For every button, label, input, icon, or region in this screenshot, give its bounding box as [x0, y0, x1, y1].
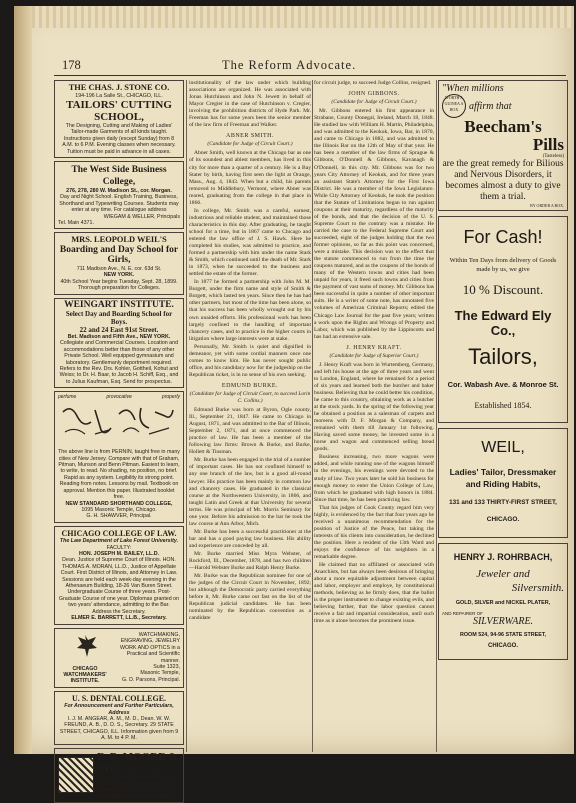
- guinea-seal-icon: WORTH A GUINEA A BOX: [442, 94, 466, 118]
- page-number: 178: [62, 58, 81, 72]
- ad-principal: G. H. SHAWVER, Principal.: [86, 513, 152, 520]
- ad-name: CHICAGO COLLEGE OF LAW.: [61, 528, 177, 538]
- ad-address: 1095 Masonic Temple, Chicago.: [81, 506, 157, 513]
- ad-discount: 10 % Discount.: [462, 282, 544, 297]
- paragraph: In 1877 he formed a partnership with John M. M. Burgett, under the firm name and style of Smith & Burgett, which lasted ten years. Since then he has had other partners, but most of the time has been alone, so that his success has been wholly wrought out by his own unaided efforts. His professional work has been largely confined to the handling of important chancery cases, and to practice in the higher courts in litigation where large interests were at stake.: [189, 279, 311, 342]
- ad-address: Cor. Wabash Ave. & Monroe St.: [447, 380, 559, 389]
- ad-city: CHICAGO.: [486, 516, 520, 523]
- ad-name: MRS. LEOPOLD WEIL'S: [71, 235, 167, 245]
- section-heading: ABNER SMITH.: [225, 133, 274, 140]
- weingart-institute-ad: [54, 298, 184, 389]
- ad-name: WEINGART INSTITUTE.: [64, 299, 174, 310]
- ad-headline: Boarding and Day School for Girls,: [59, 244, 179, 266]
- ad-name: U. S. DENTAL COLLEGE.: [71, 693, 167, 703]
- ad-sign: BY ORDER A BOX.: [530, 203, 564, 208]
- ad-address: ROOM 524, 94-96 STATE STREET,: [459, 632, 547, 638]
- ad-trade-2: and Riding Habits,: [465, 479, 541, 489]
- ad-faculty-label: FACULTY:: [106, 544, 132, 551]
- ad-headline: Select Day and Boarding School for Boys.: [65, 310, 173, 326]
- ad-city: NEW YORK.: [103, 272, 135, 279]
- ad-body: I. J. M. ANGEAR, A. M., M. D., Dean. W. W. FREUND, A. B., D. D. S., Secretary. 29 STATE STREET, CHICAGO, ILL. Information given from 9 A. M. to 4 P. M.: [59, 716, 179, 742]
- ad-telephone: Tel. Main 4371.: [58, 219, 94, 226]
- chicago-law-college-ad: [54, 526, 184, 625]
- ad-body: The above line is from PERNIN, taught free in many cities of New Jersey. Compare with that of Graham, Pitman, Munson and Benn Pitman. Easiest to learn, to write, to read. No shading, no position, no brief. Rapid as any system. Legibility its strong point. Reading from notes. Lessons by mail. Textbook on approval. Mention this paper. Illustrated booklet free.: [58, 449, 180, 501]
- paragraph: Mr. Gibbons entered his first appearance in Strabane, County Donegal, Ireland, March 18, 1848. He studied law with William H. Martin, Philadelphia, and was admitted to the Keokuk, Iowa, Bar, in 1870, and came to Chicago in 1882, and was admitted to the Illinois Bar on the 12th of May of that year. He has been a member of the law firms of Sprague & Gibbons, O'Donnell & Gibbons, Kavanagh & O'Donnell, in this city. Mr. Gibbons was for two years City Attorney of Keokuk, and for three years an assistant State's Attorney for the First Iowa District. He was a member of the Iowa Legislature. While City Attorney of Keokuk, he took the position that the Statute of Limitations began to run against coupons at their maturity, regardless of the maturity of the bonds, and that the decision of the U. S. Supreme Court to the contrary was a mistake. He carried the case to the Federal Supreme Court and succeeded, eight of the judges holding that the two former opinions, so far as this point was concerned, were a mistake. This decision was to the effect that the statute commenced to run from the time the coupons matured, and as the coupons of the bonds of many of the Western towns and cities had been unpaid for years, it freed such towns and cities from the payment of vast sums of money. Mr. Gibbons has been successful in quite a number of other important suits. He is a writer of some note, has annotated five volumes of American Criminal Reports; edited the Chicago Law Journal for the past five years; written a work upon the Rights and Wrongs of Property and Labor, which was published by the Lippincotts and has had an extensive sale.: [314, 108, 434, 340]
- dental-college-ad: [54, 691, 184, 745]
- burke-conclusion: for circuit judge, to succeed Judge Collins, resigned.: [314, 80, 432, 86]
- paragraph: Mr. Burke has been a successful practitioner at the bar and has a good paying law business. His ability and experience are conceded by all.: [189, 528, 311, 549]
- ad-address: 131 and 133 THIRTY-FIRST STREET,: [449, 499, 557, 506]
- edward-ely-ad: [438, 216, 568, 423]
- paragraph: Mr. Burke married Miss Myra Webster, of Rockford, Ill., December, 1878, and has two children—Harold Webster Burke and Ralph Henry Burke.: [189, 551, 311, 572]
- eb-text-block: [97, 751, 180, 801]
- ad-dean: HON. JOSEPH M. BAILEY, LL.D.: [78, 551, 160, 558]
- shorthand-label: properly: [161, 394, 180, 401]
- page-title: The Reform Advocate.: [222, 58, 357, 72]
- section-heading: JOHN GIBBONS.: [348, 91, 400, 98]
- ad-body: Within Ten Days from delivery of Goods made by us, we give: [449, 257, 557, 273]
- eagle-icon: [71, 631, 99, 661]
- section-subheading: (Candidate for Judge of Circuit Court.): [207, 141, 293, 148]
- watchmakers-institute-ad: [54, 628, 184, 688]
- ad-body: WATCHMAKING, ENGRAVING, JEWELRY WORK AND OPTICS in a Practical and Scientific manner.: [119, 631, 180, 664]
- ad-name: [97, 751, 180, 775]
- beecham-pills-ad: [438, 80, 568, 211]
- ad-initials: E. B.: [97, 750, 120, 763]
- stone-tailors-ad: [54, 80, 184, 158]
- ad-plater: GOLD, SILVER and NICKEL PLATER,: [455, 600, 551, 606]
- ad-subtitle: For Announcement and Further Particulars, Address: [64, 703, 174, 716]
- ad-name: HENRY J. ROHRBACH,: [453, 552, 553, 562]
- section-subheading: (Candidate for Judge of Circuit Court.): [331, 99, 417, 106]
- ad-body: The Designing, Cutting and Making of Ladies' Tailor-made Garments of all kinds taught. Instructions given daily (except Sunday) from 8 A.M. to 6 P.M. Evening classes when necessary. Tuition must be paid in advance in all cases.: [62, 122, 176, 155]
- ad-secretary: ELMER E. BARRETT, LL.B., Secretary.: [71, 615, 167, 622]
- shorthand-strokes-illustration: [59, 402, 179, 442]
- ad-name: The Edward Ely Co.,: [454, 308, 552, 338]
- ad-address: 194-196 La Salle St., CHICAGO, ILL.: [75, 92, 163, 99]
- paragraph: That his judges of Cook County regard him very highly, is evidenced by the fact that four years ago he received a unanimous recommendation for the position of Justice of the Peace, but taking the interests of his clients into consideration, he declined the position. Here a resident of the 13th Ward and enjoys the confidence of his neighbors in a remarkable degree.: [314, 504, 434, 561]
- ad-address: 711 Madison Ave., N. E. cor. 63d St.: [76, 265, 162, 272]
- paragraph: Business increasing, two more wagons were added, and while running one of the wagons himself in the evenings, his evenings were devoted to the study of law. Two years later he sold his business for enough money to enter the Union College of Law, from which he graduated with high honors in 1884. Since that time, he has been practicing law.: [314, 454, 434, 503]
- ad-trade: Jeweler and: [476, 568, 530, 580]
- ad-address: 48 Randolph St., Chicago.: [97, 793, 172, 800]
- ad-established: Established 1854.: [474, 401, 532, 410]
- ad-address: 276, 278, 280 W. Madison St., cor. Morgan.: [66, 187, 172, 194]
- ad-body: are the great remedy for Bilious and Nervous Disorders, it becomes almost a duty to give them a trial.: [442, 159, 564, 202]
- ad-body: Wood Mosaic, Parquet Floors, Wood Carpet, Fine Interior Finish, Marble Tiling, etc.: [97, 774, 177, 794]
- newspaper-page: [14, 6, 574, 800]
- ad-headline: TAILORS' CUTTING SCHOOL,: [66, 98, 172, 123]
- ad-suite: Suite 1323,: [153, 664, 180, 671]
- paragraph: Edmund Burke was born at Byron, Ogle county, Ill., September 21, 1847. He came to Chicago in August, 1871, and was admitted to the Bar of Illinois, September 2, 1871, and at once commenced the practice of law. He has been a member of the following law firms: Brown & Burke, and Burke, Hollett & Tinsman.: [189, 407, 311, 456]
- ad-headline: For Cash!: [463, 227, 543, 247]
- header-rule: [54, 75, 566, 76]
- article-column-2: [189, 80, 311, 752]
- weil-tailor-ad: [438, 428, 568, 538]
- ad-name: WEIL,: [481, 439, 525, 456]
- ads-column-left: [54, 80, 184, 800]
- ad-name: CHICAGO WATCHMAKERS' INSTITUTE.: [63, 665, 107, 685]
- page-header: [62, 58, 562, 74]
- paragraph: Personally, Mr. Smith is quiet and dignified in demeanor, yet with some cordial manners once one comes to know him. He has never sought public office, and his candidacy now for the judgeship on the Republican ticket, is in no sense of his own seeking.: [189, 343, 311, 378]
- paragraph: J. Henry Kraft was born in Wurtemberg, Germany, and left his house at the age of three years and went to London, England, where he remained for a period of six years and learned both the butcher and baker business. Believing that he could better his condition, he came to this country, obtaining work as a butcher at the stock yards. In the spring of the following year he obtained a position as a salesman of carpets and moreens with D. F. Morgan & Company, and remained with them till January 1st following. Having saved some money, he invested some in a horse and wagon and commenced selling bread goods.: [314, 361, 434, 453]
- column-divider: [186, 80, 187, 752]
- ad-subtitle: The Law Department of Lake Forest University.: [59, 538, 179, 545]
- ad-body: 40th School Year begins Tuesday, Sept. 28, 1899. Thorough preparation for Colleges.: [60, 278, 178, 292]
- section-heading: J. HENRY KRAFT.: [346, 344, 402, 351]
- watch-logo-block: [58, 631, 112, 685]
- ad-lead: "When millions: [442, 83, 504, 94]
- paragraph: Mr. Burke was the Republican nominee for one of the judges of the Circuit Court in November, 1892; but although the Democratic party carried everything before it, Mr. Burke came out fast on the list of the Republican judicial candidates. He has been nominated by the Republican convention as a candidate: [189, 573, 311, 622]
- ad-city: CHICAGO.: [488, 643, 518, 649]
- ad-principals: WIEGAM & WELLER, Principals: [103, 213, 180, 220]
- column-divider: [312, 80, 313, 752]
- paragraph: In college, Mr. Smith was a careful, earnest, industrious and reliable student, and maintained those characteristics in this day. After graduating, he taught school for a time, but in 1867 came to Chicago and entered the law office of J. S. Hawk. Here he completed his studies, was admitted to practice, and formed a partnership with him under the name Stark & Smith, which continued until the death of Mr. Stark in 1873, when he succeeded to the business and settled the estate of the former.: [189, 207, 311, 278]
- westside-college-ad: [54, 161, 184, 229]
- ads-column-right: [438, 80, 568, 752]
- paragraph: He claimed that no affiliated or associated with Anarchists, but has always been desirous of bringing about a more equitable adjustment between capital and labor, employer and employe, by constitutional methods, believing as he firmly does, that the ballot is the proper instrument to change existing evils, and believing further, that the labor question cannot receive a fair and impartial consideration, until such time as it alone becomes the prominent issue.: [314, 562, 434, 625]
- beecham-pills: Pills: [532, 135, 564, 154]
- ad-name: THE CHAS. J. STONE CO.: [68, 83, 170, 92]
- ad-address: Masonic Temple,: [140, 670, 180, 677]
- ad-body: Collegiate and Commercial Courses. Location and accommodations better than those of any other Private School. Well equipped gymnasium and laboratory. Gentlemanly deportment required. Refers to the Rev. Drs. Kohler, Gottheil, Kohut and Weiss; to Dr. H. Baar, to Jacob H. Schiff, Esq., and to Julius Kaufman, Esq. Send for prospectus.: [59, 340, 179, 385]
- ad-headline: The West Side Business College,: [71, 164, 167, 187]
- ad-trade: Tailors,: [468, 344, 538, 369]
- paragraph: Abner Smith, well known at the Chicago bar as one of its soundest and ablest members, has lived in this city for more than a quarter of a century. He is a Bay Stater by birth, having first seen the light at Orange, Mass., Aug. 4, 1843. When but a child, his parents removed to Middlebury, Vermont, where Abner was reared, graduating from the college in that place in 1866.: [189, 150, 311, 206]
- section-subheading: (Candidate for Judge of Superior Court.): [329, 352, 419, 359]
- ad-address: 22 and 24 East 91st Street.: [79, 326, 159, 334]
- book-spine: [14, 6, 32, 754]
- ad-company: MOORE & CO.: [97, 750, 178, 775]
- parquet-pattern-icon: [58, 757, 94, 793]
- article-column-3: [314, 80, 434, 752]
- leopold-weil-school-ad: [54, 232, 184, 294]
- eb-moore-ad: [54, 748, 184, 803]
- rohrbach-jeweler-ad: [438, 543, 568, 660]
- ad-body: Dean. Justice of Supreme Court of Illinois. HON. THOMAS A. MORAN, LL.D., Justice of Appellate Court. First District of Illinois, and Attorney in Law. Sessions are held each week-day evening in the Athenaeum Building, 18-26 Van Buren Street. Undergraduate Course of three years. Post-Graduate Course of one year. Diplomas granted on two years' attendance, admitting to the Bar. Address the Secretary.: [58, 557, 180, 615]
- shorthand-label: perfume: [58, 394, 77, 401]
- shorthand-label: provocative: [106, 394, 132, 401]
- ad-trade-2: Silversmith.: [511, 582, 564, 594]
- shorthand-labels: [58, 394, 180, 400]
- page-top-edge: [32, 6, 574, 28]
- beecham-row-1: [442, 94, 564, 118]
- ad-lead-2: affirm that: [469, 100, 512, 112]
- ad-body: Day and Night School. English Training, Business, Shorthand and Typewriting Courses. Students may enter at any time. For catalogue address: [59, 194, 179, 214]
- ad-principal: G. D. Parsons, Principal.: [122, 676, 180, 683]
- ad-name: NEW STANDARD SHORTHAND COLLEGE,: [65, 500, 173, 507]
- section-heading: EDMUND BURKE.: [221, 382, 279, 389]
- ad-repair: AND REPAIRER OF: [442, 611, 483, 616]
- shorthand-college-ad: [54, 391, 184, 522]
- column-divider: [436, 80, 437, 752]
- watch-text-block: [115, 632, 180, 683]
- section-subheading: (Candidate for Judge of Circuit Court, to succeed Lorin C. Collins.): [189, 390, 311, 405]
- ad-address-2: Bet. Madison and Fifth Ave., NEW YORK.: [67, 334, 171, 340]
- ad-silverware: SILVERWARE.: [472, 616, 534, 627]
- paragraph: Mr. Burke has been engaged in the trial of a number of important cases. He has not confined himself to any one branch of the law, but is a good all-round lawyer. His practice has been mainly in common law and chancery cases. He graduated in the classical course at the Northwestern University, in 1866, and taught Latin and Greek at that University for several terms. He was principal of Mt. Morris Seminary for one year. Before his admission to the bar he took the law course at Ann Arbor, Mich.: [189, 457, 311, 527]
- ad-trade: Ladies' Tailor, Dressmaker: [449, 467, 557, 477]
- freeman-conclusion: institutionality of the law under which building associations are organized. He was associated with Jonas Hutchinson and John N. Jewett in behalf of Mayor Cregier in the case of Hutchinson v. Cregier, involving the prohibition districts of Hyde Park. Mr. Freeman has for some years been the senior member of the law firm of Freeman and Walker.: [189, 80, 311, 129]
- ad-tasteless: (Tasteless): [542, 154, 564, 159]
- beecham-brand: Beecham's: [464, 117, 542, 136]
